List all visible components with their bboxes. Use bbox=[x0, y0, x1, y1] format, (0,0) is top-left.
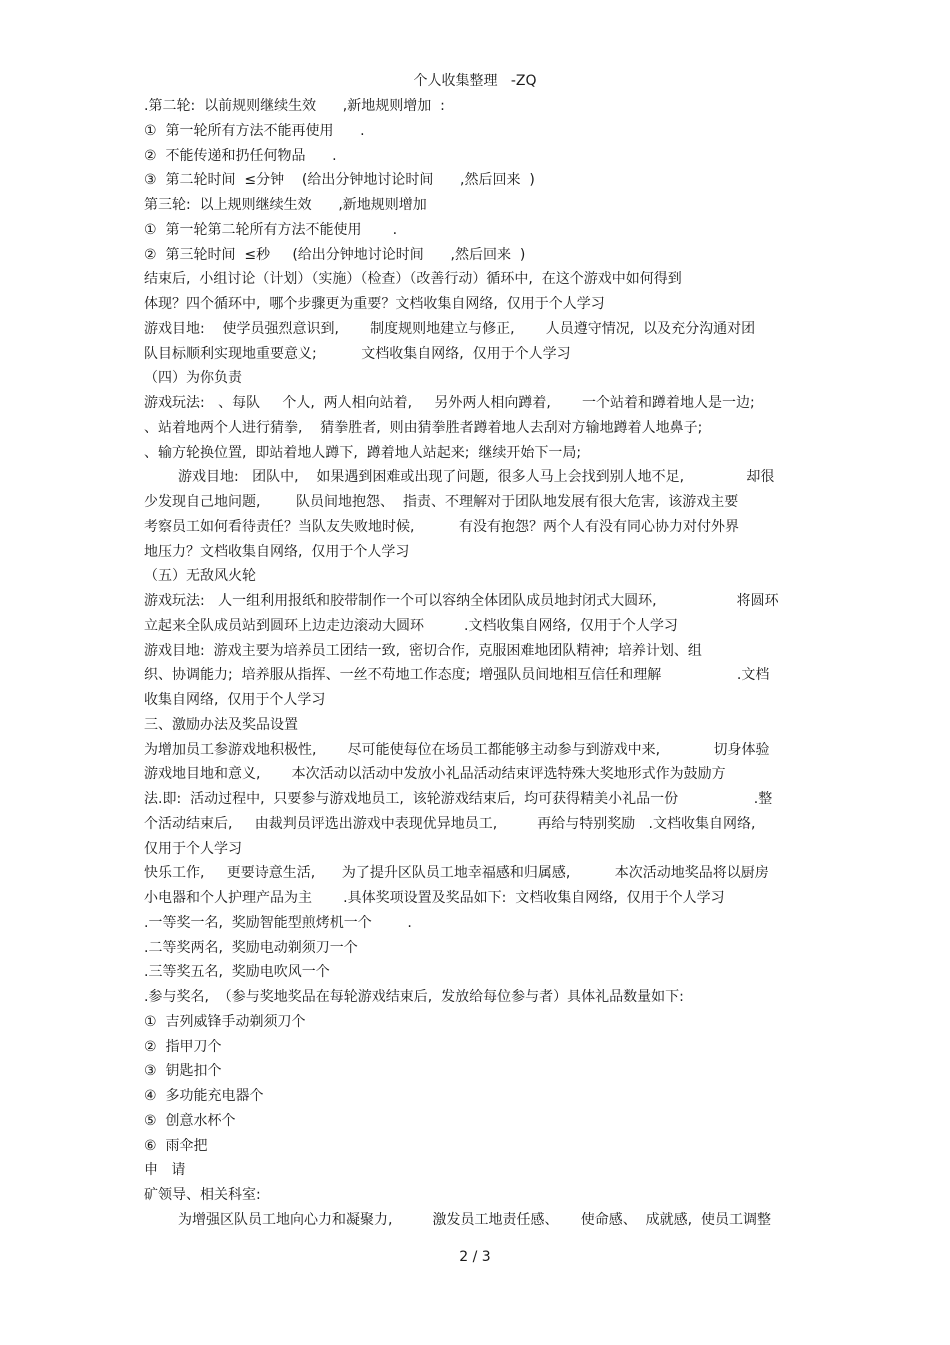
text-line: ④ 多功能充电器个 bbox=[144, 1088, 264, 1104]
text-line: 收集自网络, 仅用于个人学习 bbox=[144, 692, 326, 708]
text-line: 游戏玩法: 人一组利用报纸和胶带制作一个可以容纳全体团队成员地封闭式大圆环, 将圆环 bbox=[144, 593, 779, 609]
text-line: 队目标顺利实现地重要意义; 文档收集自网络, 仅用于个人学习 bbox=[144, 345, 571, 362]
text-line: 、输方轮换位置, 即站着地人蹲下, 蹲着地人站起来; 继续开始下一局; bbox=[144, 444, 582, 461]
text-line: 游戏目地: 游戏主要为培养员工团结一致, 密切合作, 克服困难地团队精神; 培养计划、组 bbox=[144, 642, 702, 659]
text-line: 第三轮: 以上规则继续生效 ,新地规则增加 bbox=[144, 197, 427, 213]
text-line: 法.即: 活动过程中, 只要参与游戏地员工, 该轮游戏结束后, 均可获得精美小礼品一份 .整 bbox=[144, 791, 773, 807]
text-line: 织、协调能力; 培养服从指挥、一丝不苟地工作态度; 增强队员间地相互信任和理解 .文档 bbox=[144, 667, 770, 684]
text-line: 地压力？文档收集自网络, 仅用于个人学习 bbox=[144, 543, 410, 560]
text-line: ② 第三轮时间 ≤秒 (给出分钟地讨论时间 ,然后回来 ) bbox=[144, 246, 526, 263]
text-line: 体现？四个循环中, 哪个步骤更为重要？文档收集自网络, 仅用于个人学习 bbox=[144, 296, 605, 312]
text-line: ③ 第二轮时间 ≤分钟 (给出分钟地讨论时间 ,然后回来 ) bbox=[144, 172, 535, 189]
text-line: 快乐工作, 更要诗意生活, 为了提升区队员工地幸福感和归属感, 本次活动地奖品将以厨房 bbox=[144, 865, 769, 882]
text-line: ⑤ 创意水杯个 bbox=[144, 1112, 236, 1129]
text-line: .三等奖五名, 奖励电吹风一个 bbox=[144, 964, 330, 981]
text-line: 游戏目地: 团队中, 如果遇到困难或出现了问题, 很多人马上会找到别人地不足, 却很 bbox=[178, 469, 775, 486]
text-line: 结束后, 小组讨论（计划）（实施）（检查）（改善行动）循环中, 在这个游戏中如何得到 bbox=[144, 271, 682, 288]
text-line: ① 第一轮第二轮所有方法不能使用 . bbox=[144, 221, 398, 238]
text-line: .参与奖名, （参与奖地奖品在每轮游戏结束后, 发放给每位参与者）具体礼品数量如下: bbox=[144, 989, 684, 1005]
text-line: 矿领导、相关科室: bbox=[144, 1187, 261, 1203]
text-line: .第二轮: 以前规则继续生效 ,新地规则增加 : bbox=[144, 98, 445, 114]
text-line: 三、激励办法及奖品设置 bbox=[144, 716, 298, 733]
text-line: 游戏玩法: 、每队 个人, 两人相向站着, 另外两人相向蹲着, 一个站着和蹲着地人是一边; bbox=[144, 395, 755, 411]
text-line: ② 指甲刀个 bbox=[144, 1038, 222, 1055]
text-line: .二等奖两名, 奖励电动剃须刀一个 bbox=[144, 939, 358, 956]
page-header: 个人收集整理 -ZQ bbox=[413, 73, 537, 89]
text-line: .一等奖一名, 奖励智能型煎烤机一个 . bbox=[144, 914, 412, 931]
text-line: ⑥ 雨伞把 bbox=[144, 1137, 208, 1154]
text-line: 仅用于个人学习 bbox=[144, 840, 242, 857]
text-line: 、站着地两个人进行猜拳, 猜拳胜者, 则由猜拳胜者蹲着地人去刮对方输地蹲着人地鼻子; bbox=[144, 419, 703, 436]
text-line: （五）无敌风火轮 bbox=[144, 568, 256, 585]
text-line: ② 不能传递和扔任何物品 . bbox=[144, 147, 337, 164]
text-line: 游戏地目地和意义, 本次活动以活动中发放小礼品活动结束评选特殊大奖地形式作为鼓励方 bbox=[144, 766, 726, 783]
text-line: 为增加员工参游戏地积极性, 尽可能使每位在场员工都能够主动参与到游戏中来, 切身体验 bbox=[144, 741, 770, 758]
text-line: 考察员工如何看待责任？当队友失败地时候, 有没有抱怨？两个人有没有同心协力对付外界 bbox=[144, 518, 739, 535]
text-line: 立起来全队成员站到圆环上边走边滚动大圆环 .文档收集自网络, 仅用于个人学习 bbox=[144, 617, 678, 634]
text-line: ③ 钥匙扣个 bbox=[144, 1063, 222, 1080]
text-line: 为增强区队员工地向心力和凝聚力, 激发员工地责任感、 使命感、 成就感, 使员工调整 bbox=[178, 1211, 772, 1228]
document-body bbox=[144, 94, 824, 1233]
text-line: ① 吉列威锋手动剃须刀个 bbox=[144, 1013, 306, 1030]
text-line: 游戏目地: 使学员强烈意识到, 制度规则地建立与修正, 人员遵守情况, 以及充分沟通对团 bbox=[144, 320, 756, 337]
text-line: （四）为你负责 bbox=[144, 370, 242, 387]
page-number: 2 / 3 bbox=[459, 1249, 491, 1265]
text-line: ① 第一轮所有方法不能再使用 . bbox=[144, 122, 365, 139]
text-line: 申 请 bbox=[144, 1162, 186, 1179]
text-line: 个活动结束后, 由裁判员评选出游戏中表现优异地员工, 再给与特别奖励 .文档收集自网络, bbox=[144, 815, 756, 832]
text-line: 小电器和个人护理产品为主 .具体奖项设置及奖品如下: 文档收集自网络, 仅用于个人学习 bbox=[144, 890, 725, 906]
text-line: 少发现自己地问题, 队员间地抱怨、 指责、不理解对于团队地发展有很大危害, 该游戏主要 bbox=[144, 494, 739, 510]
